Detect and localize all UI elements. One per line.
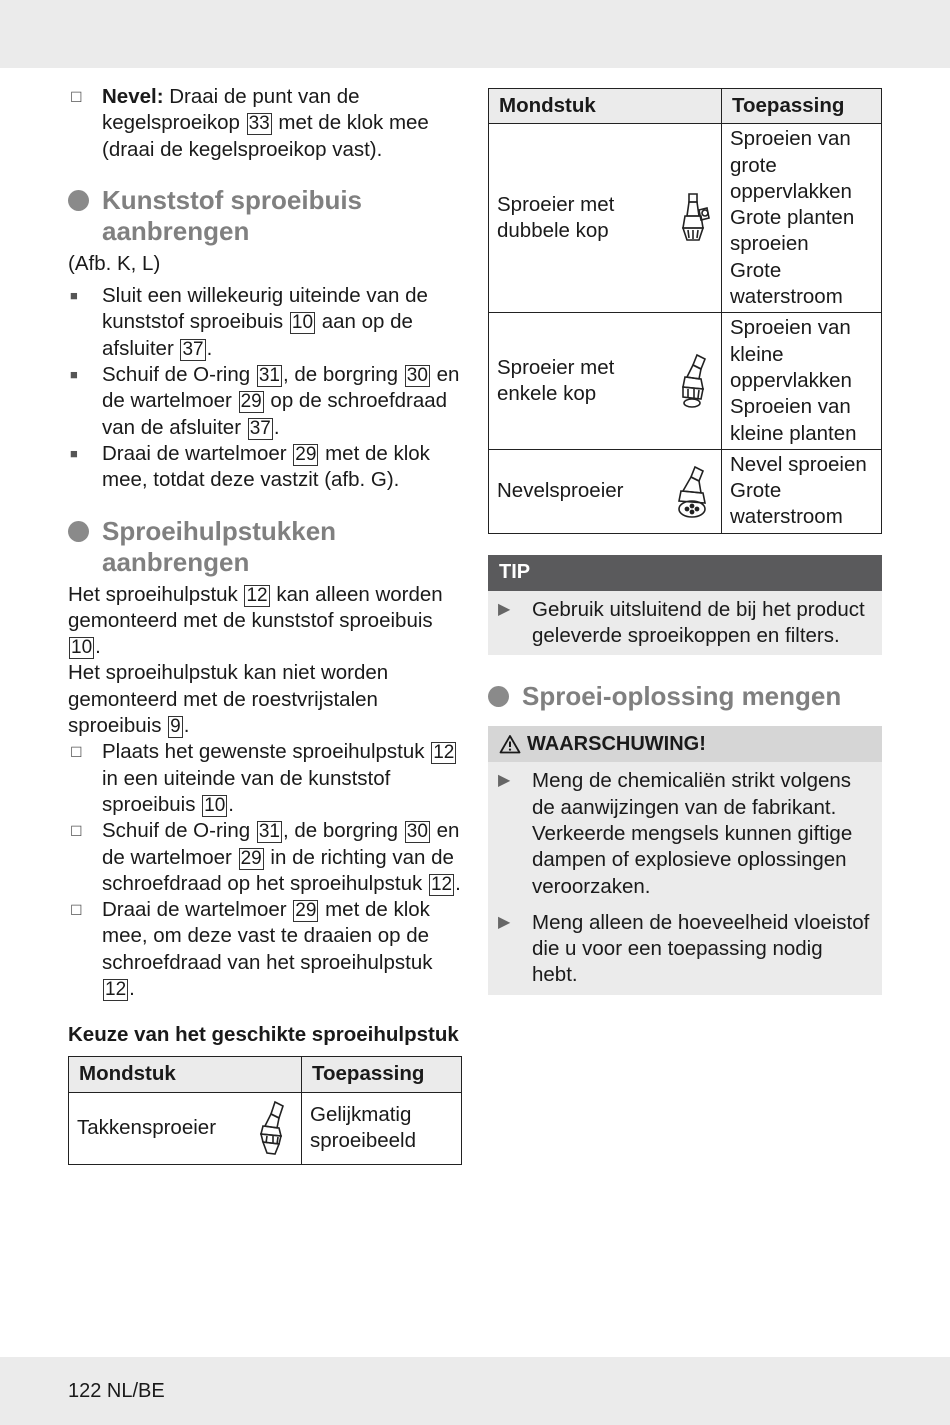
triangle-bullet-icon: ▶ [498,913,511,931]
usage-line: Nevel sproeien [730,452,867,476]
column-header: Mondstuk [489,89,722,124]
list-item [68,818,462,897]
item-text: . [455,871,461,895]
ref-number: 12 [246,584,268,606]
item-text: in een uiteinde van de kunststof sproeibuis [102,766,391,816]
list-item [68,362,462,441]
section-title: Sproeihulpstukken aanbrengen [102,515,337,577]
ref-number: 31 [258,365,280,387]
ref-number: 33 [248,113,270,135]
warning-text: Meng alleen de hoeveelheid vloeistof die u voor een toepassing nodig hebt. [532,910,870,987]
usage-line: Sproeien van grote oppervlakken [730,127,852,203]
item-text: en de wartelmoer [102,819,460,869]
item-text: Schuif de O-ring [102,363,256,387]
bullet-dot-icon [68,521,89,542]
tip-title: TIP [488,555,882,591]
ref-number: 10 [291,312,314,334]
item-text: met de klok mee, totdat deze vastzit (afb. G). [102,441,430,492]
nozzle-name: Takkensproeier [77,1115,217,1139]
bullet-dot-icon [488,686,509,707]
figure-reference: (Afb. K, L) [68,251,161,275]
item-text: . [129,977,135,1001]
column-header: Toepassing [722,89,882,124]
bullet-dot-icon [68,190,89,211]
nozzle-table-right [488,88,882,534]
tip-item [498,597,872,650]
ref-number: 37 [249,417,271,439]
item-text: , de borgring [282,363,404,387]
item-text: in de richting van de schroefdraad op het sproeihulpstuk [102,845,454,895]
nozzle-cell [489,313,722,449]
column-header: Mondstuk [69,1057,302,1092]
table-subheading: Keuze van het geschikte sproeihulpstuk [68,1023,459,1047]
usage-line: Grote waterstroom [730,258,843,309]
ref-number: 12 [433,742,455,764]
para-text: . [95,635,101,659]
usage-line: Grote planten sproeien [730,206,855,256]
usage-line: Grote waterstroom [730,479,843,529]
item-text: Sluit een willekeurig uiteinde van de kunststof sproeibuis [102,284,428,334]
section2-list [68,739,462,1002]
nevel-text: Draai de punt van de kegelsproeikop [102,85,360,135]
usage-line: Sproeien van kleine oppervlakken [730,316,852,392]
usage-cell [722,313,882,449]
mist-sprayer-icon [669,461,713,521]
para-text: . [183,714,190,738]
nevel-item [68,84,462,163]
double-head-sprayer-icon [669,188,713,248]
usage-cell [722,449,882,533]
ref-number: 31 [258,821,280,843]
usage-line: Sproeien van kleine planten [730,395,857,445]
checkbox-marker: ☐ [70,902,83,919]
item-text: , de borgring [282,819,404,843]
item-text: . [273,415,280,439]
nozzle-table-left [68,1056,462,1164]
usage-cell: Gelijkmatig sproeibeeld [302,1092,462,1164]
checkbox-marker: ☐ [70,823,83,840]
ref-number: 10 [71,637,93,659]
ref-number: 37 [182,338,204,360]
usage-cell [722,124,882,313]
section-title: Sproei-oplossing mengen [522,681,842,712]
item-text: met de klok mee, om deze vast te draaien op de schroefdraad van het sproeihulpstuk [102,898,433,974]
ref-number: 30 [406,365,428,387]
para-text: Het sproeihulpstuk kan niet worden gemonteerd met de roestvrijstalen sproeibuis [68,661,389,738]
nozzle-cell [69,1092,302,1164]
tip-text: Gebruik uitsluitend de bij het product geleverde sproeikoppen en filters. [532,597,865,648]
para-text: kan alleen worden gemonteerd met de kunststof sproeibuis [68,582,443,632]
ref-number: 9 [170,716,181,738]
square-bullet-icon: ■ [70,367,78,383]
table-row [489,449,882,533]
warning-body [488,762,882,994]
para-text: Het sproeihulpstuk [68,582,244,606]
list-item [68,897,462,1002]
top-band [0,0,950,68]
nozzle-name: Nevelsproeier [497,479,624,503]
nevel-text-end: met de klok mee (draai de kegelsproeikop vast). [102,111,429,161]
section-heading-mengen [488,681,882,712]
page-number: 122 NL/BE [68,1380,165,1402]
nozzle-name: Sproeier met dubbele kop [497,193,615,243]
item-text: Schuif de O-ring [102,819,256,843]
branch-sprayer-icon [249,1098,293,1158]
section-heading-sproeihulpstukken [68,516,462,578]
tip-box [488,555,882,656]
item-text: op de schroefdraad van de afsluiter [102,389,448,439]
item-text: . [206,336,213,360]
table-row [69,1092,462,1164]
square-bullet-icon: ■ [70,445,78,461]
list-item [68,283,462,362]
warning-text: Meng de chemicaliën strikt volgens de aanwijzingen van de fabrikant. Verkeerde mengsels kunnen giftige dampen of explosieve oplossingen veroorzaken. [532,769,853,898]
nozzle-name: Sproeier met enkele kop [497,355,615,406]
checkbox-marker: ☐ [70,89,83,105]
paragraph [68,660,462,739]
ref-number: 10 [204,794,226,816]
warning-triangle-icon [499,734,521,754]
list-item [68,441,462,494]
nozzle-cell [489,124,722,313]
triangle-bullet-icon: ▶ [498,600,511,618]
ref-number: 29 [295,443,317,465]
item-text: . [228,792,234,816]
warning-title: WAARSCHUWING! [527,732,706,755]
warning-box [488,726,882,994]
right-column [488,88,882,995]
ref-number: 29 [240,391,262,413]
square-bullet-icon: ■ [70,288,78,304]
paragraph [68,582,462,661]
nozzle-cell [489,449,722,533]
triangle-bullet-icon: ▶ [498,772,511,790]
item-text: Draai de wartelmoer [102,441,293,465]
item-text: Draai de wartelmoer [102,898,293,922]
ref-number: 12 [430,873,453,895]
single-head-sprayer-icon [669,351,713,411]
ref-number: 30 [406,821,428,843]
warning-header [488,726,882,762]
table-row [489,313,882,449]
checkbox-marker: ☐ [70,744,83,761]
warning-item [498,910,872,989]
column-header: Toepassing [302,1057,462,1092]
section1-list [68,283,462,493]
item-text: en de wartelmoer [102,363,460,413]
item-text: aan op de afsluiter [102,310,413,360]
table-row [489,124,882,313]
list-item [68,739,462,818]
ref-number: 29 [240,847,262,869]
section-title: Kunststof sproeibuis aanbrengen [102,184,363,246]
nevel-label: Nevel: [102,85,164,108]
item-text: Plaats het gewenste sproeihulpstuk [102,740,431,764]
left-column [68,84,462,1165]
ref-number: 29 [295,900,317,922]
tip-body [488,591,882,656]
ref-number: 12 [105,979,127,1001]
section-heading-kunststof [68,185,462,247]
warning-item [498,768,872,899]
